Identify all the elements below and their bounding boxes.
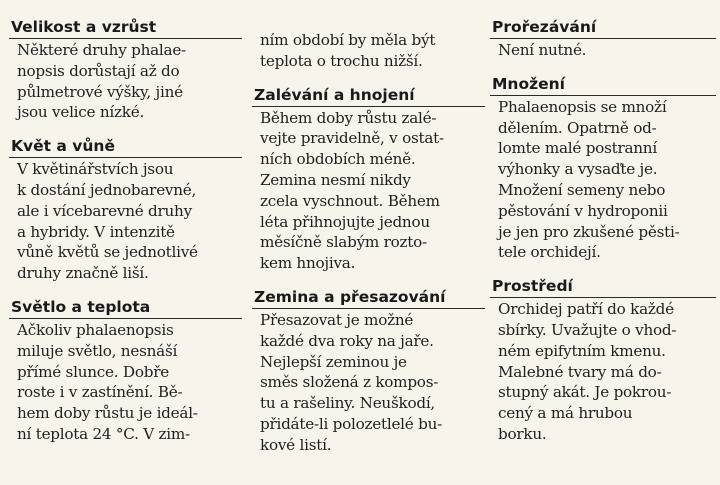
spacer: [252, 72, 485, 86]
section-text: Phalaenopsis se množí dělením. Opatrně od- lomte malé postranní výhonky a vysaďte je. Množení semeny nebo pěstování v hydroponii je jen pro zkušené pěsti- tele orchidejí.: [498, 97, 680, 262]
section-flower-scent: [9, 137, 242, 284]
continued-text: ním období by měla být teplota o trochu nižší.: [260, 31, 436, 70]
section-propagation: [490, 75, 716, 263]
section-text: Orchidej patří do každé sbírky. Uvažujte o vhod- ném epifytním kmenu. Malebné tvary má do- stupný akát. Je pokrou- cený a má hrubou borku.: [498, 300, 677, 443]
section-size-growth: [9, 18, 242, 123]
section-heading: Zemina a přesazování: [252, 288, 485, 309]
section-text: Přesazovat je možné každé dva roky na jaře. Nejlepší zeminou je směs složená z kompos- tu a rašeliny. Neuškodí, přidáte-li polozetlelé bu- kové listí.: [260, 310, 442, 454]
section-text: V květinářstvích jsou k dostání jednobarevné, ale i vícebarevné druhy a hybridy. V intenzitě vůně květů se jednotlivé druhy značně liší.: [17, 160, 198, 283]
spacer: [252, 274, 485, 288]
section-text: Ačkoliv phalaenopsis miluje světlo, nesnáší přímé slunce. Dobře roste i v zastínění. Bě- hem doby růstu je ideál- ní teplota 24 °C. V zim-: [17, 320, 198, 443]
column-2: [252, 0, 485, 456]
section-watering-fertilizing: [252, 86, 485, 274]
column-3: [490, 0, 716, 445]
column-1: [9, 0, 242, 445]
section-heading: Množení: [490, 75, 716, 96]
spacer: [490, 263, 716, 277]
section-heading: Prostředí: [490, 277, 716, 298]
section-text: Není nutné.: [498, 41, 587, 59]
section-soil-repotting: [252, 288, 485, 456]
section-text: Některé druhy phalae- nopsis dorůstají až do půlmetrové výšky, jiné jsou velice nízké.: [17, 41, 186, 122]
section-heading: Velikost a vzrůst: [9, 18, 242, 39]
section-light-temperature: [9, 298, 242, 445]
section-heading: Květ a vůně: [9, 137, 242, 158]
section-text: Během doby růstu zalé- vejte pravidelně, v ostat- ních obdobích méně. Zemina nesmí nikdy zcela vyschnout. Během léta přihnojujte jednou měsíčně slabým rozto- kem hnojiva.: [260, 108, 444, 273]
spacer: [9, 284, 242, 298]
section-heading: Zalévání a hnojení: [252, 86, 485, 107]
section-heading: Prořezávání: [490, 18, 716, 39]
section-pruning: [490, 18, 716, 61]
spacer: [9, 123, 242, 137]
section-environment: [490, 277, 716, 445]
section-heading: Světlo a teplota: [9, 298, 242, 319]
spacer: [490, 61, 716, 75]
spacer: [252, 0, 485, 43]
